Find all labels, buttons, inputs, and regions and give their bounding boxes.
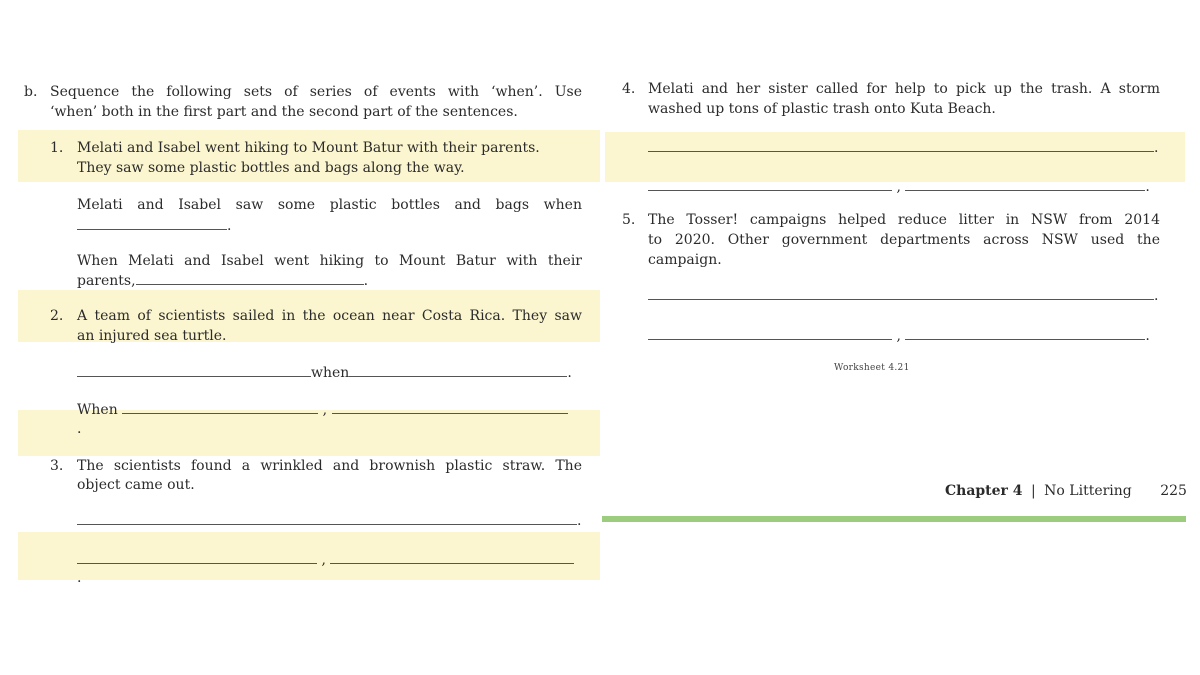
q3-answer-2-blank-b[interactable] <box>330 549 574 564</box>
q2-answer-2-line-1 <box>77 399 592 420</box>
footer-separator: | <box>1031 483 1036 499</box>
q2-when-start: When <box>77 402 118 418</box>
q5-answer-2-blank-b[interactable] <box>905 325 1145 340</box>
q4-answer-1-blank[interactable] <box>648 137 1154 152</box>
period: . <box>567 365 572 381</box>
q3-answer-2-line-2: . <box>77 570 82 586</box>
comma: , <box>896 328 901 344</box>
question-5-line-1: The Tosser! campaigns helped reduce litter in NSW from 2014 <box>648 212 1160 228</box>
question-2-number: 2. <box>50 308 64 324</box>
question-5-number: 5. <box>622 212 636 228</box>
question-1-number: 1. <box>50 140 64 156</box>
question-3-number: 3. <box>50 458 64 474</box>
footer-page-number: 225 <box>1160 483 1187 499</box>
q1-answer-2-prefix: parents, <box>77 273 136 289</box>
question-4-line-1: Melati and her sister called for help to pick up the trash. A storm <box>648 81 1160 97</box>
q2-answer-1 <box>77 362 592 383</box>
footer-title: No Littering <box>1044 483 1132 499</box>
question-4-number: 4. <box>622 81 636 97</box>
q4-answer-1 <box>648 137 1173 158</box>
q4-answer-2-blank-a[interactable] <box>648 176 892 191</box>
period: . <box>1154 288 1159 304</box>
q1-answer-2-blank[interactable] <box>136 270 364 285</box>
q2-when-mid: when <box>311 365 350 381</box>
q5-answer-1-blank[interactable] <box>648 285 1154 300</box>
question-5-line-2: to 2020. Other government departments across NSW used the <box>648 232 1160 248</box>
question-4-line-2: washed up tons of plastic trash onto Kuta Beach. <box>648 101 996 117</box>
q1-answer-2-line-2 <box>77 270 368 291</box>
period: . <box>577 513 582 529</box>
comma: , <box>896 179 901 195</box>
q3-answer-2-line-1 <box>77 549 592 570</box>
period: . <box>1154 140 1159 156</box>
q5-answer-1 <box>648 285 1173 306</box>
period: . <box>1145 328 1150 344</box>
q2-answer-2-blank-a[interactable] <box>122 399 318 414</box>
footer-accent-bar <box>602 516 1186 522</box>
q1-answer-1-line-1: Melati and Isabel saw some plastic bottles and bags when <box>77 197 582 213</box>
instruction-line-2: ‘when’ both in the first part and the second part of the sentences. <box>50 104 518 120</box>
period: . <box>363 273 369 289</box>
instruction-marker: b. <box>24 84 38 100</box>
period: . <box>227 218 232 234</box>
question-1-line-2: They saw some plastic bottles and bags along the way. <box>77 160 465 176</box>
q5-answer-2 <box>648 325 1173 346</box>
q1-answer-2-line-1: When Melati and Isabel went hiking to Mount Batur with their <box>77 253 582 269</box>
question-3-line-2: object came out. <box>77 477 195 493</box>
question-2-line-1: A team of scientists sailed in the ocean near Costa Rica. They saw <box>77 308 582 324</box>
instruction-line-1: Sequence the following sets of series of events with ‘when’. Use <box>50 84 582 100</box>
question-1-line-1: Melati and Isabel went hiking to Mount Batur with their parents. <box>77 140 540 156</box>
question-2-line-2: an injured sea turtle. <box>77 328 227 344</box>
footer-chapter: Chapter 4 <box>945 483 1023 499</box>
q2-answer-2-line-2: . <box>77 421 82 437</box>
question-3-line-1: The scientists found a wrinkled and brownish plastic straw. The <box>77 458 582 474</box>
q1-answer-1-line-2 <box>77 215 231 236</box>
period: . <box>1145 179 1150 195</box>
q4-answer-2 <box>648 176 1173 197</box>
q2-answer-1-blank-b[interactable] <box>349 362 567 377</box>
q3-answer-2-blank-a[interactable] <box>77 549 317 564</box>
comma: , <box>322 402 328 418</box>
question-5-line-3: campaign. <box>648 252 722 268</box>
q4-answer-2-blank-b[interactable] <box>905 176 1145 191</box>
q2-answer-1-blank-a[interactable] <box>77 362 311 377</box>
q3-answer-1-blank[interactable] <box>77 510 577 525</box>
q3-answer-1 <box>77 510 592 531</box>
worksheet-caption: Worksheet 4.21 <box>834 363 910 373</box>
q2-answer-2-blank-b[interactable] <box>332 399 568 414</box>
page-footer <box>945 483 1187 499</box>
q5-answer-2-blank-a[interactable] <box>648 325 892 340</box>
q1-answer-1-blank[interactable] <box>77 215 227 230</box>
comma: , <box>321 552 326 568</box>
